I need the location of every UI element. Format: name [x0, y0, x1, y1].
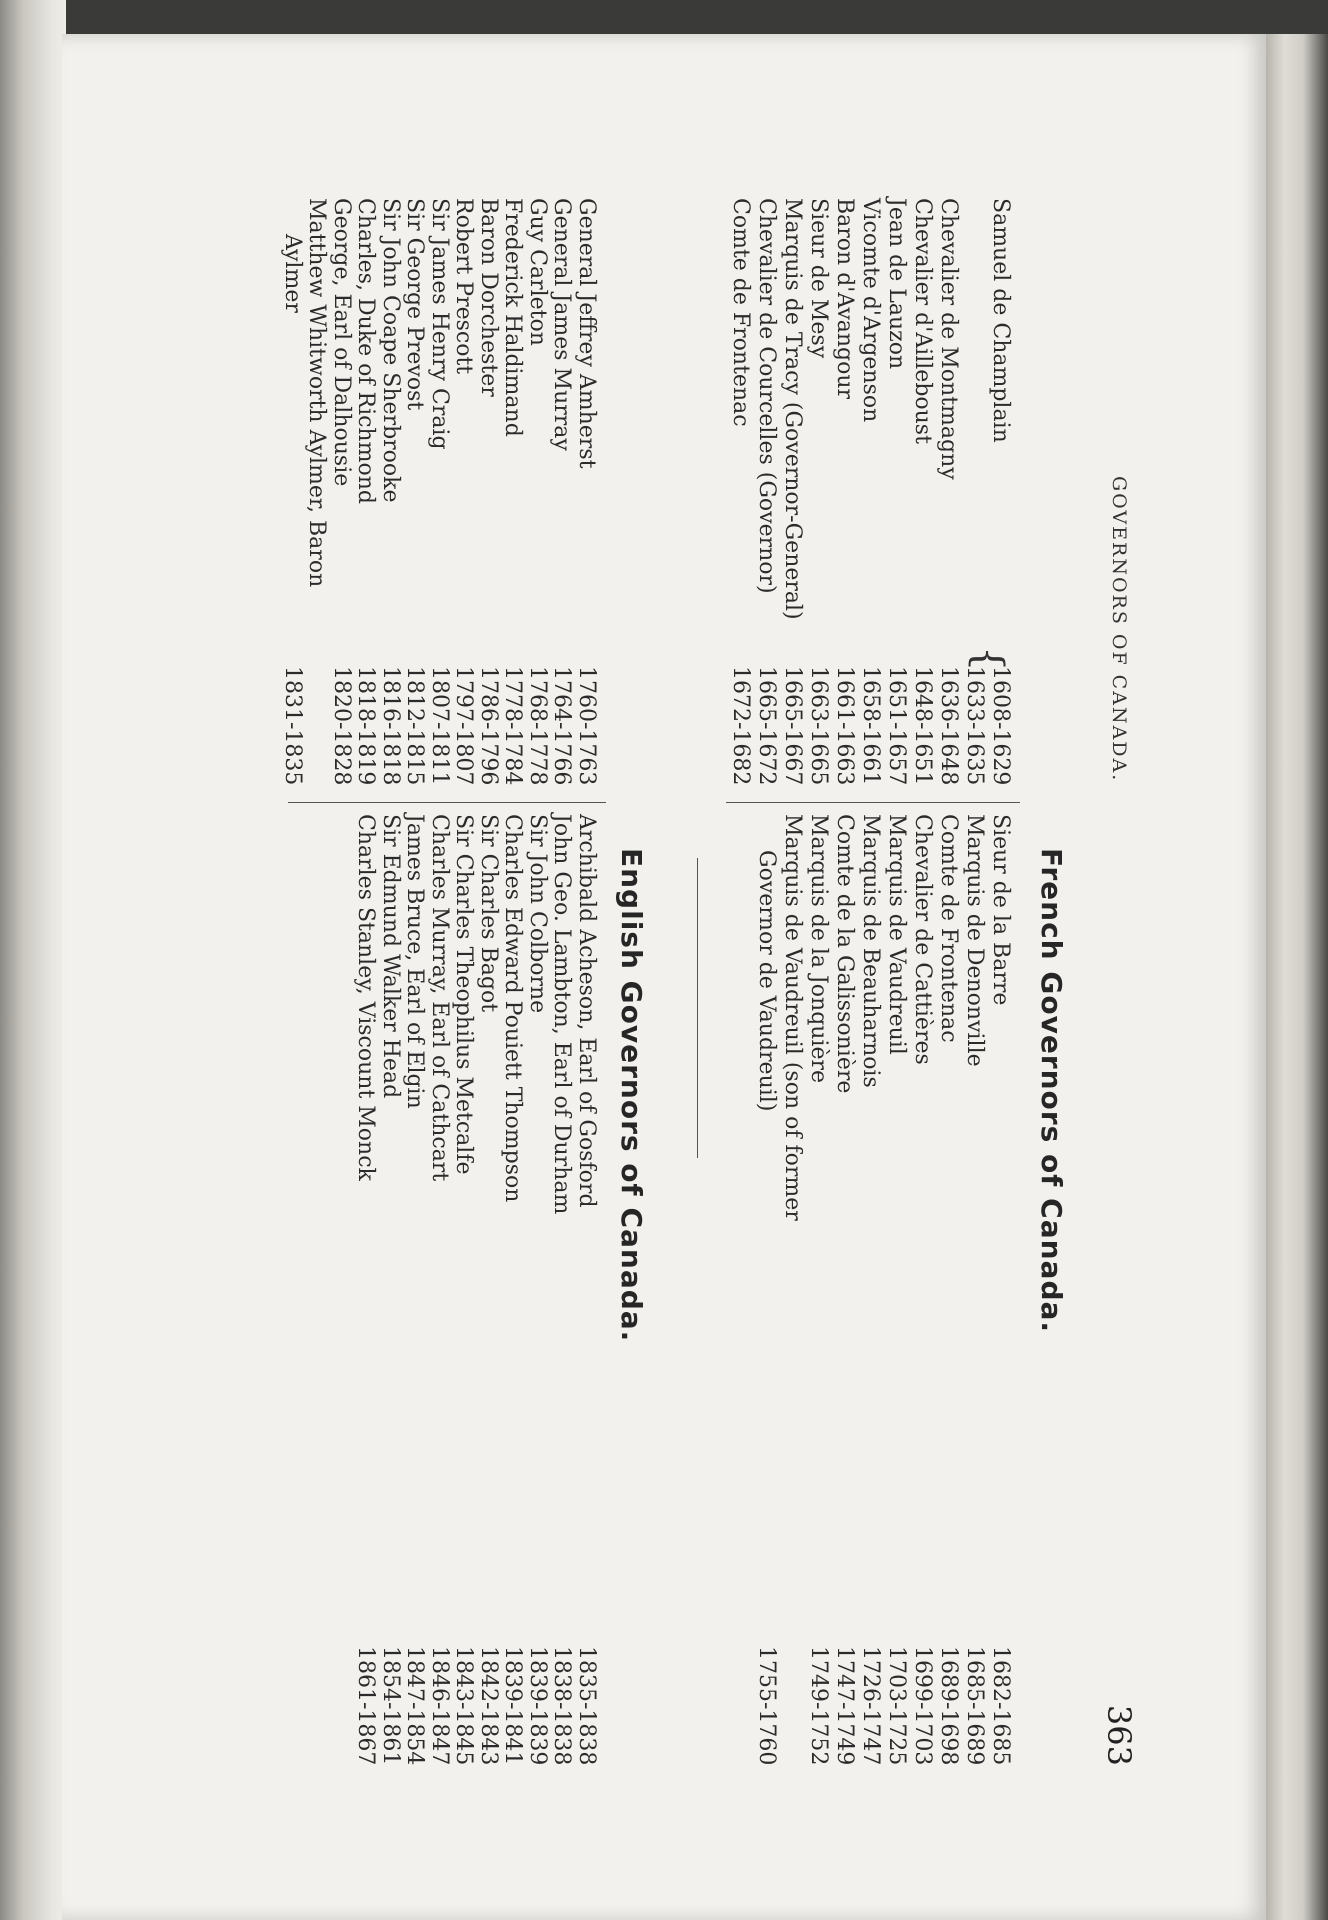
- successor-years: 1726-1747: [858, 1646, 883, 1766]
- successor-years: 1838-1838: [549, 1646, 575, 1766]
- governor-years: 1812-1815: [402, 666, 428, 786]
- successor-name: Comte de Frontenac: [936, 814, 961, 1043]
- successor-years: 1755-1760: [754, 1646, 779, 1766]
- english-successor-row: [474, 198, 502, 1768]
- governor-years: 1816-1818: [378, 666, 403, 786]
- governor-years: 1831-1835: [280, 666, 305, 786]
- successor-name: James Bruce, Earl of Elgin: [402, 814, 428, 1109]
- successor-name: Sieur de la Barre: [988, 814, 1013, 1006]
- governor-name: Chevalier de Courcelles (Governor): [754, 198, 779, 594]
- english-successor-row: [401, 198, 429, 1768]
- successor-years: 1854-1861: [378, 1646, 403, 1766]
- governor-years: 1648-1651: [910, 666, 935, 786]
- governor-years: 1818-1819: [353, 666, 379, 786]
- governor-years: 1636-1648: [936, 666, 961, 786]
- english-successor-row: [499, 198, 527, 1768]
- successor-years: 1846-1847: [427, 1646, 452, 1766]
- governor-years: 1778-1784: [500, 666, 526, 786]
- english-successor-row: [450, 198, 478, 1768]
- governor-name: Baron d'Avangour: [832, 198, 857, 400]
- governor-years: 1764-1766: [549, 666, 575, 786]
- column-divider: [288, 802, 606, 803]
- brace-glyph: {: [965, 646, 1011, 672]
- governor-years: 1797-1807: [451, 666, 477, 786]
- successor-years: 1839-1839: [525, 1646, 550, 1766]
- successor-name: Comte de la Galissonière: [832, 814, 857, 1094]
- french-successor-row: [908, 198, 936, 1768]
- governor-name: Sir George Prevost: [402, 198, 428, 411]
- governor-name: Robert Prescott: [451, 198, 477, 375]
- french-section-title: French Governors of Canada.: [1035, 848, 1068, 1334]
- successor-years: 1685-1689: [962, 1646, 987, 1766]
- english-successor-row: [376, 198, 404, 1768]
- successor-name: Marquis de Vaudreuil (son of former: [780, 814, 805, 1221]
- rotated-page-content: [258, 198, 1138, 1778]
- governor-name: Frederick Haldimand: [500, 198, 526, 437]
- successor-name: Sir Charles Theophilus Metcalfe: [451, 814, 477, 1175]
- successor-years: 1847-1854: [402, 1646, 428, 1766]
- successor-name: John Geo. Lambton, Earl of Durham: [549, 814, 575, 1215]
- book-gutter: [0, 0, 66, 1920]
- successor-years: 1835-1838: [574, 1646, 599, 1766]
- successor-name: Archibald Acheson, Earl of Gosford: [574, 814, 599, 1208]
- governor-years: 1768-1778: [525, 666, 550, 786]
- french-successor-row: [778, 198, 806, 1768]
- governor-years: 1651-1657: [884, 666, 909, 786]
- governor-years: 1665-1667: [780, 666, 805, 786]
- french-successor-row: [856, 198, 884, 1768]
- successor-years: 1699-1703: [910, 1646, 935, 1766]
- successor-name: Marquis de la Jonquière: [806, 814, 831, 1084]
- section-rule: [697, 858, 698, 1158]
- french-successor-row: [830, 198, 858, 1768]
- french-successor-row: [934, 198, 962, 1768]
- successor-years: 1843-1845: [451, 1646, 477, 1766]
- governor-years: 1663-1665: [806, 666, 831, 786]
- governor-name: General James Murray: [549, 198, 575, 451]
- governor-name: Chevalier de Montmagny: [936, 198, 961, 480]
- successor-years: 1842-1843: [476, 1646, 501, 1766]
- french-successor-row: [986, 198, 1014, 1768]
- governor-years: 1760-1763: [574, 666, 599, 786]
- english-successor-row: [352, 198, 380, 1768]
- successor-years: 1689-1698: [936, 1646, 961, 1766]
- page-edge: [1266, 34, 1328, 1920]
- successor-name: Charles Edward Pouiett Thompson: [500, 814, 526, 1203]
- column-divider: [726, 802, 1020, 803]
- governor-name: Matthew Whitworth Aylmer, Baron: [304, 198, 330, 588]
- successor-name: Sir Charles Bagot: [476, 814, 501, 1013]
- governor-name: Sieur de Mesy: [806, 198, 831, 359]
- successor-name: Charles Stanley, Viscount Monck: [353, 814, 379, 1181]
- governor-name: Charles, Duke of Richmond: [353, 198, 379, 504]
- successor-name: Marquis de Vaudreuil: [884, 814, 909, 1055]
- english-section-title: English Governors of Canada.: [615, 848, 648, 1343]
- governor-years: 1608-1629: [988, 666, 1013, 786]
- english-successor-row: [572, 198, 600, 1768]
- english-governor-row: [303, 198, 331, 798]
- successor-name: Marquis de Beauharnois: [858, 814, 883, 1088]
- governor-name: Sir James Henry Craig: [427, 198, 452, 450]
- governor-years-second: 1633-1635: [962, 666, 987, 786]
- english-successor-row: [425, 198, 453, 1768]
- english-successor-row: [548, 198, 576, 1768]
- french-successor-row: [960, 198, 988, 1768]
- english-successor-row: [523, 198, 551, 1768]
- page-number: 363: [1100, 1704, 1138, 1766]
- french-successor-row: [752, 198, 780, 1768]
- governor-years: 1820-1828: [329, 666, 354, 786]
- governor-name: Guy Carleton: [525, 198, 550, 346]
- governor-name: Samuel de Champlain: [988, 198, 1013, 443]
- governor-name: Sir John Coape Sherbrooke: [378, 198, 403, 503]
- successor-years: 1861-1867: [353, 1646, 379, 1766]
- governor-years: 1665-1672: [754, 666, 779, 786]
- french-governor-row: [726, 198, 754, 798]
- french-successor-row: [804, 198, 832, 1768]
- governor-name: Marquis de Tracy (Governor-General): [780, 198, 805, 620]
- successor-years: 1839-1841: [500, 1646, 526, 1766]
- governor-name: Vicomte d'Argenson: [858, 198, 883, 423]
- successor-years: 1703-1725: [884, 1646, 909, 1766]
- governor-name: George, Earl of Dalhousie: [329, 198, 354, 487]
- governor-name: Baron Dorchester: [476, 198, 501, 397]
- successor-name: Governor de Vaudreuil): [754, 850, 779, 1112]
- successor-name: Marquis de Denonville: [962, 814, 987, 1067]
- successor-name: Chevalier de Cattières: [910, 814, 935, 1065]
- successor-name: Sir Edmund Walker Head: [378, 814, 403, 1099]
- governor-name: Comte de Frontenac: [728, 198, 753, 427]
- governor-years: 1786-1796: [476, 666, 501, 786]
- successor-years: 1682-1685: [988, 1646, 1013, 1766]
- governor-name: Chevalier d'Ailleboust: [910, 198, 935, 444]
- french-successor-row: [882, 198, 910, 1768]
- successor-years: 1747-1749: [832, 1646, 857, 1766]
- running-head-title: GOVERNORS OF CANADA.: [1108, 476, 1130, 783]
- successor-name: Charles Murray, Earl of Cathcart: [427, 814, 452, 1182]
- governor-years: 1807-1811: [427, 666, 452, 786]
- governor-name: Aylmer: [280, 234, 305, 313]
- governor-name: General Jeffrey Amherst: [574, 198, 599, 469]
- successor-name: Sir John Colborne: [525, 814, 550, 1014]
- governor-name: Jean de Lauzon: [884, 198, 909, 370]
- running-head: [1098, 476, 1138, 1766]
- governor-years: 1658-1661: [858, 666, 883, 786]
- english-governor-row: [278, 198, 306, 798]
- governor-years: 1661-1663: [832, 666, 857, 786]
- successor-years: 1749-1752: [806, 1646, 831, 1766]
- governor-years: 1672-1682: [728, 666, 753, 786]
